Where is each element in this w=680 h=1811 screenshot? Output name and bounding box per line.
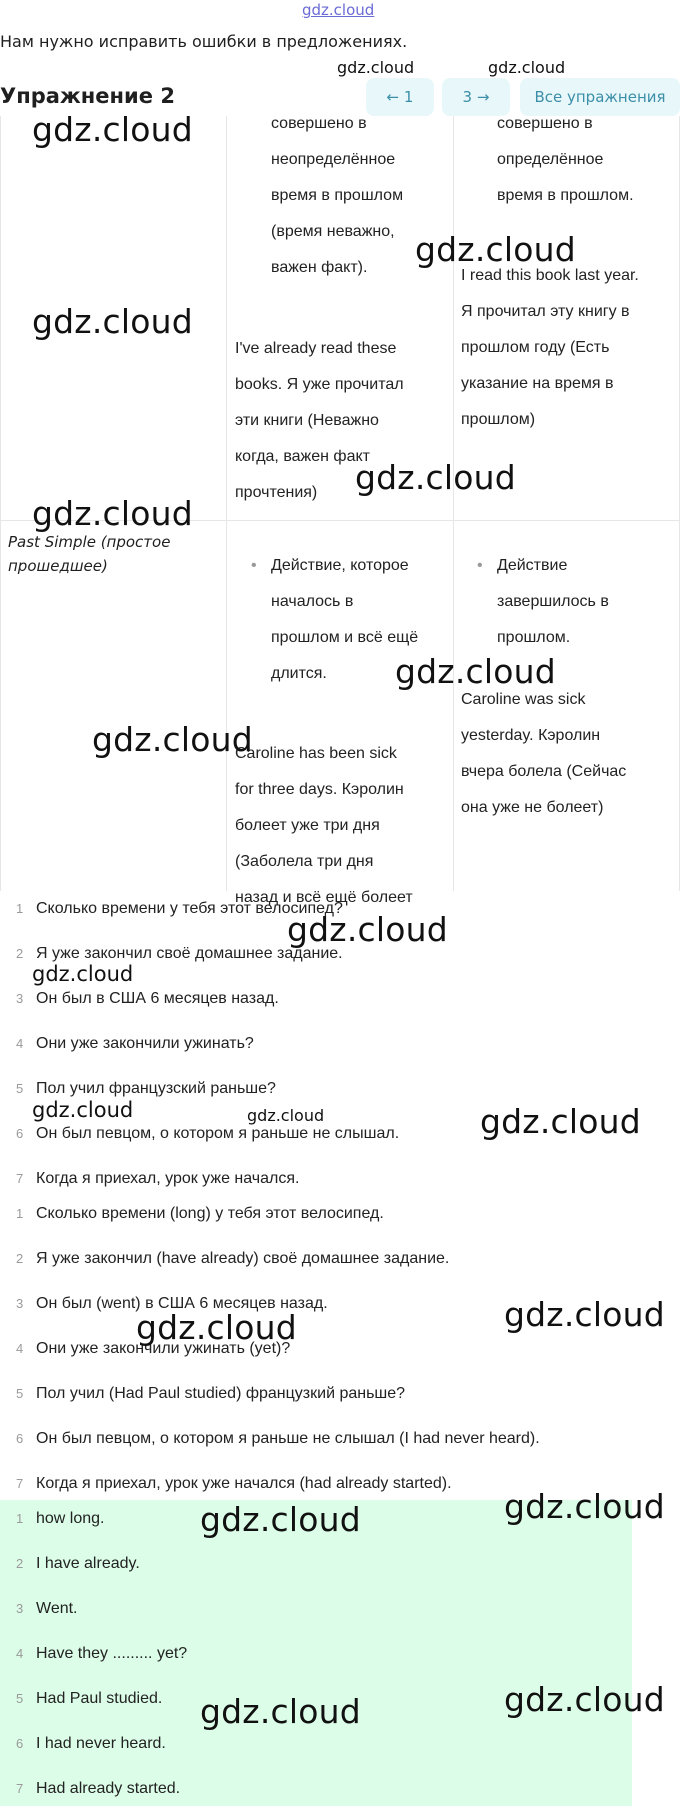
watermark: gdz.cloud (32, 302, 193, 341)
watermark: gdz.cloud (504, 1680, 665, 1719)
watermark: gdz.cloud (32, 494, 193, 533)
watermark: gdz.cloud (504, 1487, 665, 1526)
watermark: gdz.cloud (32, 962, 134, 986)
watermark: gdz.cloud (32, 110, 193, 149)
list-item: 5 Пол учил (Had Paul studied) французкий раньше? (16, 1385, 406, 1402)
sentences-with-hints-list (0, 1191, 680, 1506)
watermark: gdz.cloud (92, 720, 253, 759)
list-item: 2 Я уже закончил (have already) своё домашнее задание. (16, 1250, 450, 1267)
list-item: 7 Когда я приехал, урок уже начался (had already started). (16, 1475, 452, 1492)
list-item: 4 Они уже закончили ужинать (yet)? (16, 1340, 291, 1357)
watermark: gdz.cloud (200, 1500, 361, 1539)
row2-col3-example: Caroline was sick yesterday. Кэролин вчера болела (Сейчас она уже не болеет) (461, 691, 627, 816)
tense-name: Past Simple (простое прошедшее) (8, 533, 171, 575)
table-border (0, 116, 1, 891)
watermark: gdz.cloud (200, 1692, 361, 1731)
list-item: 3 Он был (went) в США 6 месяцев назад. (16, 1295, 328, 1312)
row2-col2-example: Caroline has been sick for three days. Кэролин болеет уже три дня (Заболела три дня назад и всё ещё болеет (235, 745, 413, 906)
watermark: gdz.cloud (32, 1098, 134, 1122)
all-exercises-button[interactable]: Все упражнения (520, 78, 680, 116)
row1-col2-description: совершено в неопределённое время в прошлом (время неважно, важен факт). (271, 115, 404, 276)
list-item: 5 Пол учил французский раньше? (16, 1080, 276, 1097)
page-title: Упражнение 2 (0, 84, 175, 108)
watermark: gdz.cloud (287, 910, 448, 949)
list-item: 7 Had already started. (16, 1780, 181, 1797)
watermark: gdz.cloud (504, 1295, 665, 1334)
watermark: gdz.cloud (480, 1102, 641, 1141)
list-item: 2 Я уже закончил своё домашнее задание. (16, 945, 343, 962)
list-item: 5 Had Paul studied. (16, 1690, 163, 1707)
list-item: 7 Когда я приехал, урок уже начался. (16, 1170, 300, 1187)
watermark: gdz.cloud (355, 458, 516, 497)
prev-exercise-button[interactable]: ← 1 (366, 78, 434, 116)
answers-list (0, 1496, 680, 1811)
list-item: 2 I have already. (16, 1555, 140, 1572)
row2-col2-description: • Действие, которое началось в прошлом и всё ещё длится. (271, 548, 418, 692)
watermark: gdz.cloud (136, 1308, 297, 1347)
table-column-divider (226, 116, 227, 891)
intro-text: Нам нужно исправить ошибки в предложениях. (0, 32, 408, 51)
list-item: 3 Went. (16, 1600, 78, 1617)
list-item: 6 I had never heard. (16, 1735, 166, 1752)
watermark: gdz.cloud (247, 1106, 325, 1125)
watermark: gdz.cloud (337, 58, 415, 77)
row1-col3-example: I read this book last year. Я прочитал эту книгу в прошлом году (Есть указание на время в прошлом) (461, 267, 639, 428)
list-item: 6 Он был певцом, о котором я раньше не слышал (I had never heard). (16, 1430, 540, 1447)
row2-col3-description: • Действие завершилось в прошлом. (497, 548, 609, 656)
list-item: 6 Он был певцом, о котором я раньше не слышал. (16, 1125, 400, 1142)
list-item: 1 how long. (16, 1510, 105, 1527)
next-exercise-button[interactable]: 3 → (442, 78, 510, 116)
list-item: 4 Они уже закончили ужинать? (16, 1035, 254, 1052)
list-item: 1 Сколько времени у тебя этот велосипед? (16, 900, 343, 917)
watermark: gdz.cloud (395, 652, 556, 691)
list-item: 1 Сколько времени (long) у тебя этот велосипед. (16, 1205, 384, 1222)
list-item: 3 Он был в США 6 месяцев назад. (16, 990, 279, 1007)
watermark: gdz.cloud (415, 230, 576, 269)
row1-col3-description: совершено в определённое время в прошлом. (497, 115, 634, 204)
watermark-top[interactable]: gdz.cloud (302, 1, 375, 19)
row1-col2-example: I've already read these books. Я уже прочитал эти книги (Неважно когда, важен факт прочтения) (235, 340, 404, 501)
watermark: gdz.cloud (488, 58, 566, 77)
list-item: 4 Have they ......... yet? (16, 1645, 188, 1662)
